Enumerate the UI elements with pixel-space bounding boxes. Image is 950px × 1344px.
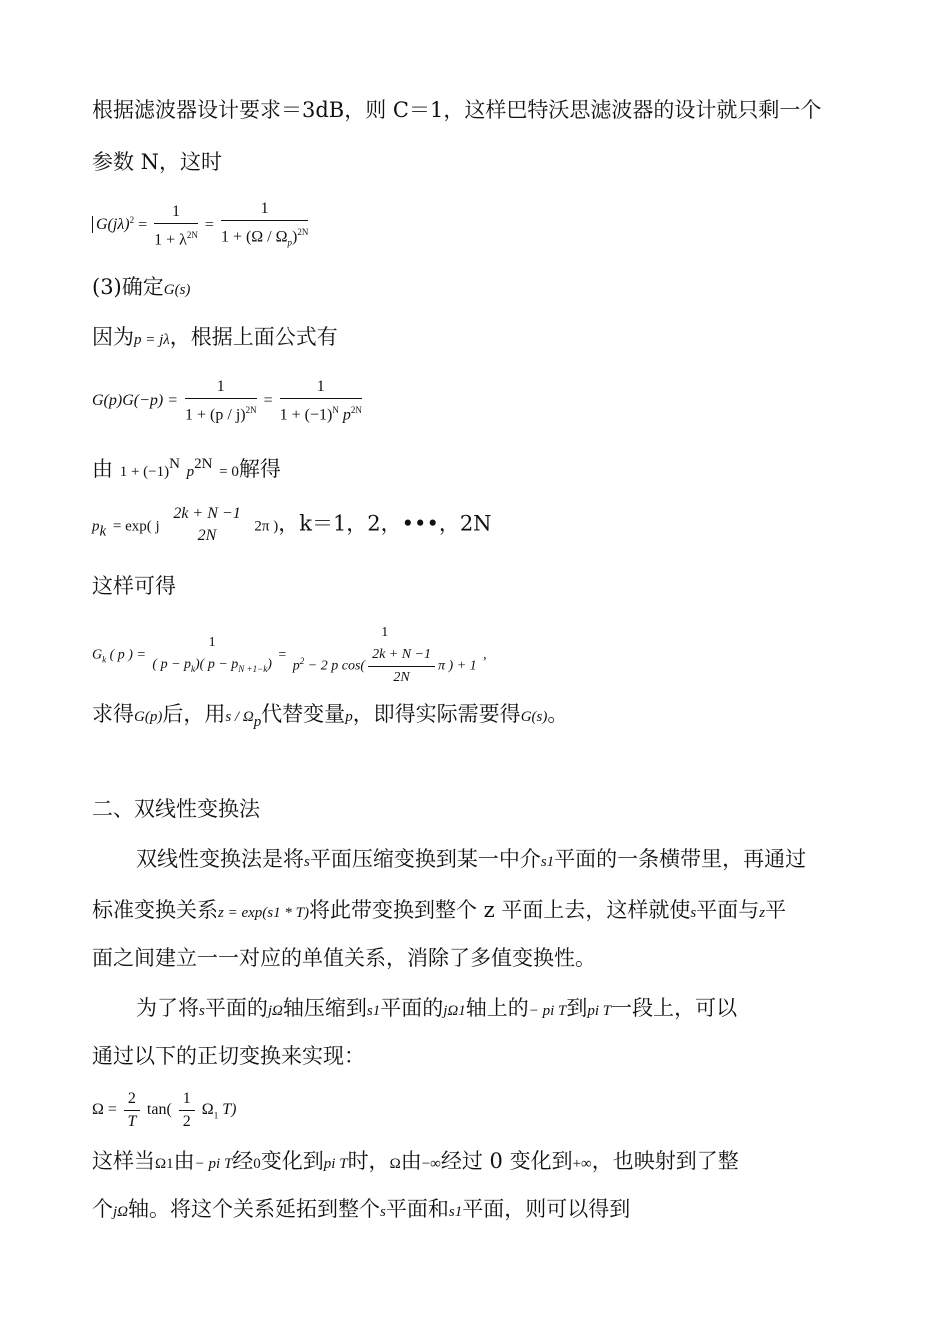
- den-exp: 2N: [245, 405, 257, 415]
- fraction: [152, 634, 271, 678]
- denominator: [185, 399, 257, 424]
- math-inline: − pi T: [194, 1156, 233, 1172]
- den-close: ): [292, 228, 298, 246]
- text: 一段上，可以: [611, 996, 738, 1020]
- denominator: [152, 654, 271, 678]
- math-inline: − pi T: [528, 1003, 567, 1019]
- text: 平面的一条横带里，再通过: [554, 847, 807, 871]
- eq-comma: ,: [483, 647, 487, 663]
- text: 轴上的: [465, 996, 529, 1020]
- math-exp: 2N: [194, 456, 213, 472]
- math-inline: −∞: [421, 1156, 441, 1172]
- math-inline: = 0: [219, 464, 239, 480]
- math-inline: z: [759, 905, 766, 921]
- text: 因为: [92, 325, 134, 349]
- fraction: [185, 378, 257, 424]
- math-inline: jΩ: [267, 1003, 283, 1019]
- text: 后，用: [162, 702, 226, 726]
- text: 平面压缩变换到某一中介: [309, 847, 541, 871]
- paragraph-line: [136, 846, 806, 875]
- eq-mid: = exp( j: [112, 518, 160, 535]
- math-inline: G(s): [520, 709, 548, 725]
- paragraph-line: 通过以下的正切变换来实现：: [92, 1044, 365, 1068]
- equation-1: [92, 200, 311, 252]
- denominator: 2N: [393, 670, 410, 685]
- paragraph-line: [92, 451, 281, 485]
- text: 为了将: [136, 996, 199, 1020]
- equation-4: [92, 624, 487, 687]
- numerator: 2k + N −1: [368, 646, 435, 667]
- eq-lhs: G: [92, 647, 103, 663]
- text: 经: [232, 1149, 254, 1173]
- section-heading: 二、双线性变换法: [92, 797, 260, 821]
- text: 时，: [347, 1149, 390, 1173]
- math-inline: s: [304, 854, 310, 870]
- math-inline: jΩ: [113, 1204, 129, 1220]
- text: 平面，则可以得到: [462, 1197, 631, 1221]
- paragraph-line: 这样可得: [92, 574, 176, 598]
- text: 将此带变换到整个 z 平面上去，这样就使: [308, 898, 691, 922]
- math-inline: Ω: [389, 1156, 401, 1172]
- math-inline: p = jλ: [134, 332, 170, 348]
- text: 个: [92, 1197, 113, 1221]
- den-exp: 2N: [186, 229, 198, 240]
- math-inline: z = exp(s1 * T): [218, 905, 309, 921]
- eq-lhs: ( p ) =: [109, 647, 146, 663]
- text: 由: [400, 1149, 422, 1173]
- text: 平: [765, 898, 787, 922]
- equation-3: [92, 505, 492, 545]
- numerator: 1: [208, 634, 216, 650]
- math-inline: s1: [540, 854, 555, 870]
- numerator: 1: [280, 378, 362, 399]
- eq-sub: k: [102, 654, 107, 665]
- math-inline: +∞: [572, 1156, 592, 1172]
- fraction: [280, 378, 362, 424]
- eq-tail: 2π ): [254, 518, 279, 535]
- math-exp: N: [169, 456, 180, 472]
- eq-sign: =: [263, 391, 273, 409]
- numerator: 2k + N −1: [173, 505, 241, 522]
- den-sub: N +1−k: [238, 663, 268, 674]
- text: 由: [92, 457, 113, 481]
- math-inline: p: [186, 464, 195, 480]
- math-inline: 1 + (−1): [119, 464, 170, 480]
- math-inline: jΩ1: [443, 1003, 466, 1019]
- paragraph-line: [92, 701, 568, 735]
- math-inline: s / Ω: [225, 709, 254, 725]
- text: 这样当: [92, 1149, 155, 1173]
- text: 到: [566, 996, 588, 1020]
- math-inline: s: [199, 1003, 205, 1019]
- label-text: (3)确定: [92, 275, 164, 299]
- text: 求得: [92, 702, 134, 726]
- fraction: [179, 1090, 195, 1131]
- text: 平面与: [696, 898, 760, 922]
- math-inline: G(s): [163, 282, 191, 298]
- math-inline: p: [345, 709, 353, 725]
- eq-lhs: Ω =: [92, 1101, 117, 1119]
- fraction: [124, 1090, 140, 1131]
- numerator: 1: [221, 200, 308, 221]
- denominator: [154, 224, 198, 249]
- math-sub: p: [253, 714, 262, 731]
- text: 双线性变换法是将: [136, 847, 304, 871]
- paragraph-line: 根据滤波器设计要求＝3dB，则 C＝1，这样巴特沃思滤波器的设计就只剩一个: [92, 98, 822, 122]
- math-inline: pi T: [587, 1003, 612, 1019]
- paragraph-line: [92, 324, 338, 353]
- eq-tail: T): [222, 1101, 237, 1119]
- paragraph-line: [92, 897, 786, 926]
- denominator: [280, 399, 362, 424]
- text: 轴压缩到: [282, 996, 367, 1020]
- text: ，根据上面公式有: [169, 325, 338, 349]
- numerator: 1: [179, 1090, 195, 1111]
- fraction: [169, 505, 244, 545]
- math-inline: pi T: [323, 1156, 348, 1172]
- numerator: 2: [124, 1090, 140, 1111]
- fraction: [154, 203, 198, 249]
- numerator: 1: [154, 203, 198, 224]
- text: 代替变量: [261, 702, 346, 726]
- denominator: T: [127, 1113, 137, 1130]
- den-text: 1 + (Ω / Ω: [220, 228, 288, 246]
- denominator: [221, 221, 308, 252]
- text: 。: [547, 702, 569, 726]
- den-text: 1 + (−1): [279, 406, 333, 424]
- text: ，即得实际需要得: [352, 702, 521, 726]
- denominator: 2N: [197, 527, 217, 544]
- paragraph-line: [92, 1148, 739, 1177]
- numerator: 1: [381, 625, 389, 640]
- eq-sign: =: [138, 216, 148, 234]
- text: 平面的: [204, 996, 268, 1020]
- paragraph-line: 面之间建立一一对应的单值关系，消除了多值变换性。: [92, 946, 596, 970]
- math-inline: 0: [253, 1156, 261, 1172]
- denominator: 2: [182, 1113, 191, 1130]
- text: 由: [173, 1149, 195, 1173]
- eq-func: tan(: [146, 1101, 172, 1119]
- eq-sub: 1: [213, 1110, 219, 1121]
- numerator: 1: [185, 378, 257, 399]
- denominator: [293, 644, 477, 687]
- text: 平面的: [380, 996, 444, 1020]
- den-text: − 2 p cos(: [307, 658, 366, 674]
- eq-lhs: G(jλ): [92, 216, 130, 233]
- den-text: 1 + λ: [154, 230, 187, 248]
- eq-omega: Ω: [201, 1101, 214, 1119]
- math-inline: s: [380, 1204, 386, 1220]
- eq-exp: 2: [129, 215, 135, 226]
- eq-sub: k: [99, 523, 107, 540]
- paragraph-line: 参数 N，这时: [92, 150, 223, 174]
- eq-lhs: G(p)G(−p) =: [92, 391, 179, 409]
- eq-sign: =: [204, 216, 214, 234]
- paragraph-line: [92, 274, 190, 303]
- math-inline: s: [690, 905, 697, 921]
- text: 经过 0 变化到: [440, 1149, 573, 1173]
- eq-sign: =: [278, 647, 287, 663]
- den-exp: 2N: [297, 227, 309, 237]
- equation-5: [92, 1090, 236, 1131]
- den-text: p: [292, 658, 300, 674]
- text: 轴。将这个关系延拓到整个: [128, 1197, 381, 1221]
- den-exp: 2N: [350, 405, 362, 415]
- fraction: [368, 646, 435, 687]
- den-sub: k: [191, 663, 196, 674]
- den-text: ( p − p: [152, 656, 192, 672]
- den-exp: 2: [299, 656, 305, 667]
- fraction: [221, 200, 308, 252]
- text: 标准变换关系: [92, 898, 218, 922]
- den-exp: N: [332, 405, 339, 415]
- paragraph-line: [92, 1196, 630, 1225]
- text: 解得: [238, 457, 281, 481]
- den-text: )( p − p: [195, 656, 239, 672]
- math-inline: Ω1: [155, 1156, 174, 1172]
- text: 变化到: [260, 1149, 324, 1173]
- text: ，也映射到了整: [591, 1149, 739, 1173]
- den-sub: p: [287, 237, 293, 248]
- text: ，k＝1，2，•••，2N: [278, 511, 492, 536]
- paragraph-line: [136, 995, 737, 1024]
- den-var: p: [342, 406, 351, 424]
- math-inline: G(p): [134, 709, 163, 725]
- den-text: 1 + (p / j): [185, 406, 246, 424]
- text: 平面和: [385, 1197, 449, 1221]
- fraction: [293, 624, 477, 687]
- equation-2: [92, 378, 365, 424]
- math-inline: s1: [448, 1204, 463, 1220]
- eq-lhs: p: [92, 518, 100, 535]
- math-inline: s1: [366, 1003, 381, 1019]
- den-text: ): [267, 656, 272, 672]
- den-text: π ) + 1: [438, 658, 477, 674]
